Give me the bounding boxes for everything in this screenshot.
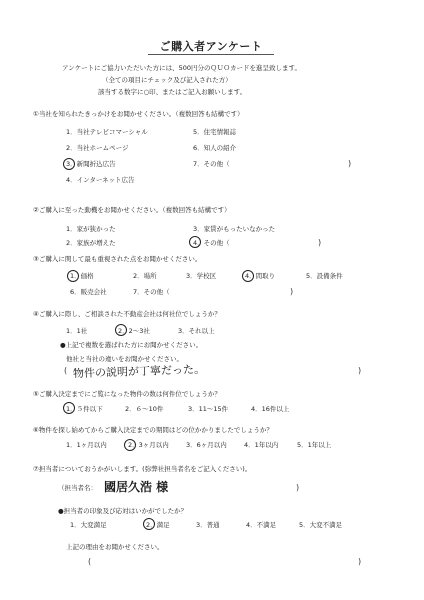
q3-selected-circle-4 [242, 270, 254, 282]
q2-option-2[interactable]: 2．家族が増えた [66, 239, 116, 247]
intro-line-3: 該当する数字に○印、またはご記入お願いします。 [98, 88, 247, 96]
q4-handwritten-answer[interactable]: 物件の説明が丁寧だった。 [72, 362, 206, 381]
q1-option-1[interactable]: 1．当社テレビコマーシャル [66, 128, 148, 136]
q5-option-2[interactable]: 2．６～10件 [125, 405, 164, 413]
q7-eval-option-4[interactable]: 4．不満足 [246, 521, 277, 529]
q4-option-2[interactable]: 2．2～3社 [118, 327, 150, 335]
q4-question: ④ご購入に際し、ご相談された不動産会社は何社位でしょうか？ [33, 310, 221, 318]
q7-staff-label: （担当者名： [58, 484, 97, 492]
q6-option-5[interactable]: 5．1年以上 [297, 441, 332, 449]
q3-option-7[interactable]: 7．その他（ [133, 288, 170, 296]
q1-option-5[interactable]: 5．住宅情報誌 [193, 128, 237, 136]
q6-option-3[interactable]: 3．6ヶ月以内 [186, 441, 227, 449]
q3-close-paren: ) [290, 287, 294, 296]
q7-eval-option-3[interactable]: 3．普通 [196, 521, 220, 529]
q4-selected-circle [115, 324, 127, 336]
intro-line-1: アンケートにご協力いただいた方には、500円分のＱＵＯカードを進呈致します。 [62, 64, 301, 72]
q6-option-2[interactable]: 2．3ヶ月以内 [128, 441, 169, 449]
q4-note-1: ●上記で複数を選ばれた方にお聞かせください。 [60, 341, 203, 349]
q1-option-2[interactable]: 2．当社ホームページ [66, 144, 129, 152]
q1-selected-circle [63, 158, 75, 170]
q7-eval-option-1[interactable]: 1．大変満足 [70, 521, 107, 529]
q3-option-6[interactable]: 6．販売会社 [70, 288, 107, 296]
q7-close-paren: ) [296, 483, 300, 492]
q3-option-3[interactable]: 3．学校区 [186, 272, 217, 280]
q5-option-1[interactable]: 1．５件以下 [66, 405, 103, 413]
q2-option-1[interactable]: 1．家が狭かった [66, 225, 116, 233]
q1-question: ①当社を知られたきっかけをお聞かせください。（複数回答も結構です） [33, 110, 244, 118]
q1-option-7[interactable]: 7．その他（ [193, 160, 230, 168]
q7-reason-close-paren: ) [358, 557, 362, 566]
q1-option-3[interactable]: 3．新聞折込広告 [66, 160, 116, 168]
q3-option-5[interactable]: 5．設備条件 [306, 272, 343, 280]
q4-option-3[interactable]: 3．それ以上 [178, 327, 215, 335]
q7-reason-open-paren: ( [88, 557, 92, 566]
q1-option-6[interactable]: 6．知人の紹介 [193, 144, 237, 152]
q2-option-4[interactable]: 4．その他（ [193, 239, 230, 247]
q4-option-1[interactable]: 1．1社 [66, 327, 88, 335]
q6-selected-circle [124, 439, 136, 451]
q3-option-1[interactable]: 1．価格 [70, 272, 94, 280]
q3-question: ③ご購入に関して最も重視された点をお聞かせください。 [33, 255, 202, 263]
q6-question: ⑥物件を探し始めてからご購入決定までの期間はどの位かかりましたでしょうか？ [33, 426, 273, 434]
q6-option-4[interactable]: 4．1年以内 [244, 441, 279, 449]
q1-close-paren: ) [348, 159, 352, 168]
q2-close-paren: ) [318, 238, 322, 247]
q2-question: ②ご購入に至った動機をお聞かせください。（複数回答も結構です） [33, 206, 231, 214]
q5-option-3[interactable]: 3．11～15件 [188, 405, 229, 413]
q3-option-2[interactable]: 2．場所 [133, 272, 157, 280]
q7-staff-name-handwritten[interactable]: 國居久浩 様 [104, 480, 169, 494]
q4-open-paren: ( [64, 366, 68, 375]
q5-option-4[interactable]: 4．16件以上 [251, 405, 290, 413]
q5-selected-circle [63, 402, 75, 414]
q3-selected-circle-1 [67, 270, 79, 282]
q7-eval-question: ●担当者の印象及び応対はいかがでしたか？ [58, 507, 188, 515]
q2-option-3[interactable]: 3．家賃がもったいなかった [193, 225, 276, 233]
page-title: ご購入者アンケート [159, 40, 263, 53]
q6-option-1[interactable]: 1．1ヶ月以内 [66, 441, 107, 449]
q1-option-4[interactable]: 4．インターネット広告 [66, 176, 135, 184]
q7-reason-label: 上記の理由をお聞かせください。 [66, 543, 164, 551]
q2-selected-circle [189, 236, 201, 248]
q7-eval-option-2[interactable]: 2．満足 [146, 521, 170, 529]
q7-question: ⑦担当者についておうかがいします。(弥弊社担当者名をご記入ください)。 [33, 465, 252, 473]
q4-note-2: 他社と当社の違いをお聞かせください。 [66, 355, 183, 363]
title-box [148, 37, 274, 55]
q3-option-4[interactable]: 4．間取り [245, 272, 276, 280]
q7-selected-circle [143, 518, 155, 530]
q4-close-paren: ) [358, 366, 362, 375]
q7-eval-option-5[interactable]: 5．大変不満足 [299, 521, 343, 529]
q5-question: ⑤ご購入決定までにご覧になった物件の数は何件位でしょうか？ [33, 390, 221, 398]
intro-line-2: （全ての項目にチェック及び記入された方） [102, 76, 232, 84]
